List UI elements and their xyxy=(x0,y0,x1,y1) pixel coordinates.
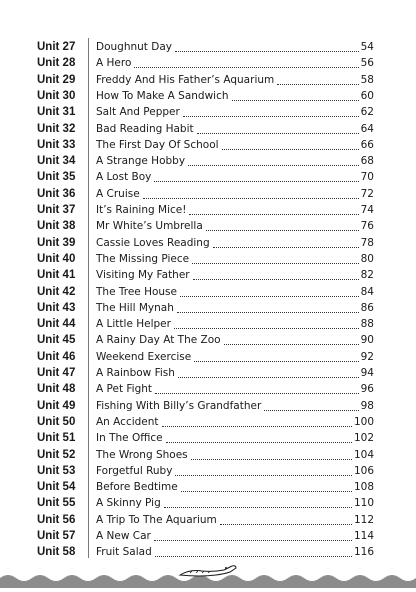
toc-row xyxy=(0,494,416,512)
toc-row xyxy=(0,217,416,235)
toc-row xyxy=(0,315,416,333)
chapter-title: A Rainy Day At The Zoo xyxy=(96,334,221,347)
wave-footer-graphic xyxy=(0,560,416,588)
page-number: 64 xyxy=(360,122,374,135)
toc-entry xyxy=(96,543,374,561)
toc-entry xyxy=(96,527,374,545)
page-number: 92 xyxy=(360,350,374,363)
page-number: 94 xyxy=(360,367,374,379)
chapter-title: Doughnut Day xyxy=(96,41,172,53)
page-number: 60 xyxy=(360,89,374,102)
dot-leader xyxy=(164,507,352,508)
page-number: 62 xyxy=(360,106,374,119)
dot-leader xyxy=(193,279,359,280)
toc-entry xyxy=(96,266,374,284)
toc-row xyxy=(0,71,416,89)
unit-number: Unit 38 xyxy=(37,220,76,233)
unit-number: Unit 29 xyxy=(37,73,76,86)
toc-entry xyxy=(96,331,374,349)
page-number: 78 xyxy=(360,236,374,249)
dot-leader xyxy=(206,230,359,231)
dot-leader xyxy=(264,410,358,411)
toc-row xyxy=(0,266,416,284)
toc-entry xyxy=(96,71,374,89)
toc-entry xyxy=(96,380,374,398)
unit-number: Unit 30 xyxy=(37,89,76,102)
toc-entry xyxy=(96,348,374,366)
toc-entry xyxy=(96,462,374,480)
unit-number: Unit 33 xyxy=(37,138,76,151)
toc-entry xyxy=(96,429,374,447)
page-number: 98 xyxy=(360,399,374,412)
chapter-title: How To Make A Sandwich xyxy=(96,89,229,102)
page-number: 84 xyxy=(360,285,374,298)
unit-number: Unit 55 xyxy=(37,497,76,510)
chapter-title: Salt And Pepper xyxy=(96,106,180,119)
unit-number: Unit 52 xyxy=(37,448,76,461)
page-number: 96 xyxy=(360,383,374,396)
dot-leader xyxy=(178,377,359,378)
toc-entry xyxy=(96,446,374,464)
dot-leader xyxy=(194,361,358,362)
page-number: 114 xyxy=(353,530,374,542)
dot-leader xyxy=(220,524,352,525)
toc-row xyxy=(0,234,416,252)
unit-number: Unit 43 xyxy=(37,301,76,314)
page-number: 112 xyxy=(353,513,374,526)
unit-number: Unit 53 xyxy=(37,464,76,477)
toc-row xyxy=(0,38,416,56)
chapter-title: Fishing With Billy’s Grandfather xyxy=(96,399,262,412)
chapter-title: The Tree House xyxy=(96,285,177,298)
toc-entry xyxy=(96,299,374,317)
unit-number: Unit 35 xyxy=(37,171,76,184)
chapter-title: Weekend Exercise xyxy=(96,350,192,363)
toc-entry xyxy=(96,38,374,56)
toc-row xyxy=(0,478,416,496)
dot-leader xyxy=(155,393,359,394)
page-footer xyxy=(0,560,416,588)
chapter-title: The Hill Mynah xyxy=(96,301,174,314)
page-number: 116 xyxy=(353,546,374,559)
chapter-title: Visiting My Father xyxy=(96,269,190,282)
chapter-title: A Pet Fight xyxy=(96,383,153,396)
toc-entry xyxy=(96,397,374,415)
dot-leader xyxy=(155,556,352,557)
unit-number: Unit 27 xyxy=(37,41,76,53)
dot-leader xyxy=(191,459,352,460)
dot-leader xyxy=(183,116,359,117)
page-number: 104 xyxy=(353,448,374,461)
toc-row xyxy=(0,413,416,431)
chapter-title: Mr White’s Umbrella xyxy=(96,220,203,233)
toc-row xyxy=(0,462,416,480)
dot-leader xyxy=(224,344,359,345)
toc-row xyxy=(0,543,416,561)
crocodile-icon xyxy=(180,566,236,576)
toc-entry xyxy=(96,234,374,252)
toc-row xyxy=(0,380,416,398)
dot-leader xyxy=(162,426,352,427)
page-number: 68 xyxy=(360,155,374,168)
unit-number: Unit 41 xyxy=(37,269,76,282)
chapter-title: A Trip To The Aquarium xyxy=(96,513,217,526)
chapter-title: The Wrong Shoes xyxy=(96,448,188,461)
toc-row xyxy=(0,152,416,170)
unit-number: Unit 39 xyxy=(37,236,76,249)
dot-leader xyxy=(175,475,352,476)
toc-row xyxy=(0,103,416,121)
toc-row xyxy=(0,136,416,154)
toc-row xyxy=(0,511,416,529)
unit-number: Unit 36 xyxy=(37,187,76,200)
dot-leader xyxy=(143,198,359,199)
chapter-title: A Cruise xyxy=(96,187,140,200)
toc-row xyxy=(0,429,416,447)
toc-entry xyxy=(96,87,374,105)
chapter-title: Forgetful Ruby xyxy=(96,464,173,477)
toc-entry xyxy=(96,103,374,121)
dot-leader xyxy=(188,165,359,166)
page-number: 66 xyxy=(360,138,374,151)
chapter-title: Cassie Loves Reading xyxy=(96,236,210,249)
dot-leader xyxy=(213,247,359,248)
toc-row xyxy=(0,250,416,268)
page-number: 80 xyxy=(360,252,374,265)
toc-entry xyxy=(96,413,374,431)
chapter-title: A Rainbow Fish xyxy=(96,367,175,379)
toc-entry xyxy=(96,185,374,203)
dot-leader xyxy=(154,181,358,182)
unit-number: Unit 37 xyxy=(37,204,76,216)
toc-row xyxy=(0,87,416,105)
unit-number: Unit 58 xyxy=(37,546,76,559)
chapter-title: A Strange Hobby xyxy=(96,155,186,168)
toc-entry xyxy=(96,136,374,154)
unit-number: Unit 56 xyxy=(37,513,76,526)
toc-entry xyxy=(96,315,374,333)
toc-entry xyxy=(96,478,374,496)
toc-row xyxy=(0,331,416,349)
unit-number: Unit 40 xyxy=(37,252,76,265)
page-number: 106 xyxy=(353,464,374,477)
toc-row xyxy=(0,364,416,382)
dot-leader xyxy=(180,296,359,297)
chapter-title: A Hero xyxy=(96,57,132,70)
chapter-title: An Accident xyxy=(96,415,159,428)
toc-entry xyxy=(96,54,374,72)
toc-entry xyxy=(96,168,374,186)
toc-row xyxy=(0,168,416,186)
toc-entry xyxy=(96,364,374,382)
dot-leader xyxy=(134,67,358,68)
page-number: 76 xyxy=(360,220,374,233)
chapter-title: A Little Helper xyxy=(96,318,171,331)
dot-leader xyxy=(166,442,352,443)
chapter-title: The Missing Piece xyxy=(96,252,190,265)
page-number: 74 xyxy=(360,204,374,216)
unit-number: Unit 49 xyxy=(37,399,76,412)
dot-leader xyxy=(177,312,359,313)
water-wave xyxy=(0,575,416,588)
dot-leader xyxy=(197,133,359,134)
unit-number: Unit 54 xyxy=(37,481,76,494)
dot-leader xyxy=(175,51,359,52)
chapter-title: A New Car xyxy=(96,530,151,542)
unit-number: Unit 57 xyxy=(37,530,76,542)
page-number: 88 xyxy=(360,318,374,331)
chapter-title: Bad Reading Habit xyxy=(96,122,194,135)
dot-leader xyxy=(277,84,358,85)
dot-leader xyxy=(154,540,352,541)
dot-leader xyxy=(174,328,359,329)
page-number: 110 xyxy=(353,497,374,510)
toc-row xyxy=(0,299,416,317)
dot-leader xyxy=(181,491,352,492)
toc-row xyxy=(0,348,416,366)
page-number: 54 xyxy=(360,41,374,53)
page-number: 58 xyxy=(360,73,374,86)
toc-row xyxy=(0,120,416,138)
unit-number: Unit 46 xyxy=(37,350,76,363)
toc-entry xyxy=(96,283,374,301)
toc-row xyxy=(0,397,416,415)
toc-entry xyxy=(96,152,374,170)
dot-leader xyxy=(232,100,359,101)
unit-number: Unit 28 xyxy=(37,57,76,70)
page-number: 90 xyxy=(360,334,374,347)
page-number: 108 xyxy=(353,481,374,494)
chapter-title: It’s Raining Mice! xyxy=(96,204,187,216)
dot-leader xyxy=(192,263,359,264)
unit-number: Unit 34 xyxy=(37,155,76,168)
chapter-title: The First Day Of School xyxy=(96,138,219,151)
toc-row xyxy=(0,54,416,72)
unit-number: Unit 45 xyxy=(37,334,76,347)
chapter-title: Before Bedtime xyxy=(96,481,178,494)
toc-row xyxy=(0,446,416,464)
page-number: 72 xyxy=(360,187,374,200)
page-number: 86 xyxy=(360,301,374,314)
page-number: 70 xyxy=(360,171,374,184)
page-number: 102 xyxy=(353,432,374,445)
chapter-title: A Skinny Pig xyxy=(96,497,161,510)
chapter-title: Freddy And His Father’s Aquarium xyxy=(96,73,275,86)
unit-number: Unit 32 xyxy=(37,122,76,135)
page-number: 82 xyxy=(360,269,374,282)
unit-number: Unit 50 xyxy=(37,415,76,428)
toc-row xyxy=(0,185,416,203)
unit-number: Unit 44 xyxy=(37,318,76,331)
toc-row xyxy=(0,201,416,219)
unit-number: Unit 51 xyxy=(37,432,76,445)
dot-leader xyxy=(222,149,359,150)
unit-number: Unit 48 xyxy=(37,383,76,396)
toc-entry xyxy=(96,494,374,512)
page-number: 56 xyxy=(360,57,374,70)
unit-number: Unit 31 xyxy=(37,106,76,119)
dot-leader xyxy=(189,214,358,215)
page-number: 100 xyxy=(353,415,374,428)
chapter-title: A Lost Boy xyxy=(96,171,152,184)
toc-entry xyxy=(96,250,374,268)
unit-number: Unit 42 xyxy=(37,285,76,298)
chapter-title: Fruit Salad xyxy=(96,546,152,559)
toc-entry xyxy=(96,120,374,138)
toc-entry xyxy=(96,511,374,529)
unit-number: Unit 47 xyxy=(37,367,76,379)
toc-entry xyxy=(96,217,374,235)
chapter-title: In The Office xyxy=(96,432,163,445)
toc-row xyxy=(0,527,416,545)
toc-row xyxy=(0,283,416,301)
toc-entry xyxy=(96,201,374,219)
